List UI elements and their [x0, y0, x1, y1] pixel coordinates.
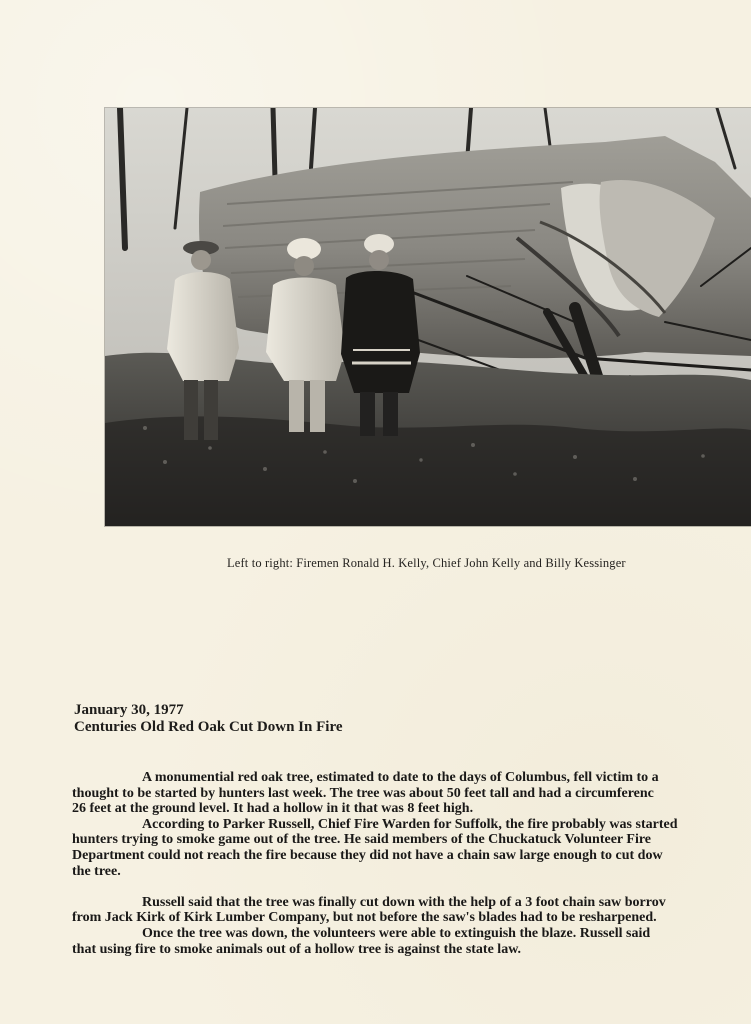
article-line: 26 feet at the ground level. It had a hollow in it that was 8 feet high. — [72, 801, 474, 817]
photo-caption: Left to right: Firemen Ronald H. Kelly, Chief John Kelly and Billy Kessinger — [227, 556, 626, 570]
article-line: thought to be started by hunters last week. The tree was about 50 feet tall and had a circumferenc — [72, 785, 654, 801]
article-line: Department could not reach the fire because they did not have a chain saw large enough to cut dow — [72, 848, 663, 863]
article-line: from Jack Kirk of Kirk Lumber Company, but not before the saw's blades had to be resharpened. — [72, 910, 657, 926]
article-line: Once the tree was down, the volunteers were able to extinguish the blaze. Russell said — [142, 926, 651, 941]
article-date: January 30, 1977 — [74, 702, 184, 718]
article-line: the tree. — [72, 863, 121, 879]
article-body — [72, 770, 751, 970]
firemen-tree-photo — [105, 108, 751, 526]
article-line: Russell said that the tree was finally cut down with the help of a 3 foot chain saw borrov — [142, 894, 666, 910]
photo-illustration — [105, 108, 751, 526]
article-line: A monumential red oak tree, estimated to date to the days of Columbus, fell victim to a — [142, 770, 659, 785]
article-line: hunters trying to smoke game out of the tree. He said members of the Chuckatuck Volunteer Fire — [72, 832, 652, 848]
article-line: According to Parker Russell, Chief Fire Warden for Suffolk, the fire probably was started — [142, 816, 678, 832]
article-line: that using fire to smoke animals out of a hollow tree is against the state law. — [72, 941, 522, 957]
article-headline: Centuries Old Red Oak Cut Down In Fire — [74, 719, 343, 735]
